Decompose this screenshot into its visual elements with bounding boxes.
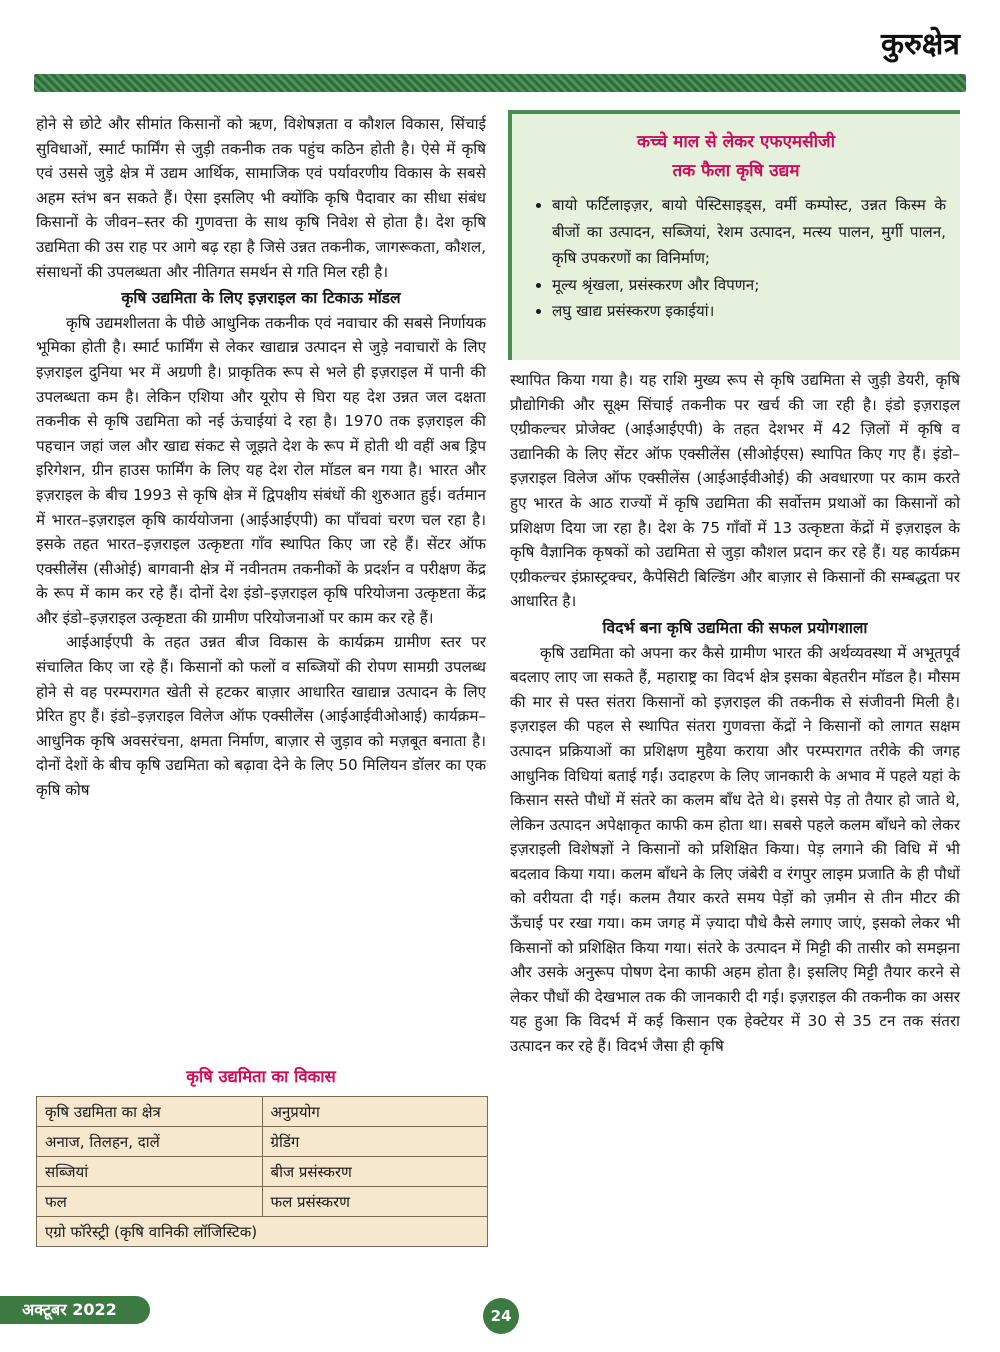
highlight-box-title (512, 128, 960, 186)
table-cell: फल (37, 1187, 263, 1217)
table-row (37, 1217, 488, 1247)
table-cell: कृषि उद्यमिता का क्षेत्र (37, 1097, 263, 1127)
table-cell: अनाज, तिलहन, दालें (37, 1127, 263, 1157)
table-cell: एग्रो फॉरेस्ट्री (कृषि वानिकी लॉजिस्टिक) (37, 1217, 488, 1247)
section-heading-israel-model: कृषि उद्यमिता के लिए इज़राइल का टिकाऊ मॉडल (121, 289, 401, 308)
left-column (36, 112, 486, 803)
agri-entrepreneurship-table (36, 1096, 488, 1247)
table-cell: बीज प्रसंस्करण (262, 1157, 488, 1187)
highlight-box-title-line-2: तक फैला कृषि उद्यम (672, 161, 800, 181)
table-row (37, 1127, 488, 1157)
table-row (37, 1097, 488, 1127)
issue-date: अक्टूबर 2022 (0, 1296, 150, 1324)
table-title: कृषि उद्यमिता का विकास (186, 1067, 336, 1086)
right-column (510, 368, 960, 1059)
table-row (37, 1157, 488, 1187)
table-cell: अनुप्रयोग (262, 1097, 488, 1127)
table-cell: सब्जियां (37, 1157, 263, 1187)
header-band (34, 74, 966, 92)
highlight-box-item: • मूल्य श्रृंखला, प्रसंस्करण और विपणन; (552, 272, 946, 299)
page-number: 24 (483, 1298, 519, 1334)
magazine-masthead: कुरुक्षेत्र (880, 27, 960, 62)
highlight-box (508, 110, 960, 360)
highlight-box-list (512, 192, 960, 325)
table-cell: फल प्रसंस्करण (262, 1187, 488, 1217)
section-heading-vidarbha: विदर्भ बना कृषि उद्यमिता की सफल प्रयोगशाला (602, 618, 868, 637)
right-paragraph-1: स्थापित किया गया है। यह राशि मुख्य रूप से कृषि उद्यमिता से जुड़ी डेयरी, कृषि प्रौद्योगिकी और सूक्ष्म सिंचाई तकनीक पर खर्च की जा रही है। इंडो इज़राइल एग्रीकल्चर प्रोजेक्ट (आईआईएपी) के तहत देशभर में 42 ज़िलों में कृषि व उद्यानिकी के लिए सेंटर ऑफ एक्सीलेंस (सीओईएस) स्थापित किए गए हैं। इंडो–इज़राइल विलेज ऑफ एक्सीलेंस (आईआईवीओई) की अवधारणा पर काम करते हुए भारत के आठ राज्यों में कृषि उद्यमिता की सर्वोत्तम प्रथाओं का किसानों को प्रशिक्षण दिया जा रहा है। देश के 75 गाँवों में 13 उत्कृष्टता केंद्रों में इज़राइल के कृषि वैज्ञानिक कृषकों को उद्यमिता से जुड़ा कौशल प्रदान कर रहे हैं। यह कार्यक्रम एग्रीकल्चर इंफ्रास्ट्रक्चर, कैपेसिटी बिल्डिंग और बाज़ार से किसानों की सम्बद्धता पर आधारित है। (510, 371, 960, 611)
right-paragraph-2: कृषि उद्यमिता को अपना कर कैसे ग्रामीण भारत की अर्थव्यवस्था में अभूतपूर्व बदलाए लाए जा सकते हैं, महाराष्ट्र का विदर्भ क्षेत्र इसका बेहतरीन मॉडल है। मौसम की मार से पस्त संतरा किसानों को इज़राइल की तकनीक से संजीवनी मिली है। इज़राइल की पहल से स्थापित संतरा गुणवत्ता केंद्रों ने किसानों को लागत सक्षम उत्पादन प्रक्रियाओं का प्रशिक्षण मुहैया कराया और परम्परागत तरीके की जगह आधुनिक विधियां बताई गईं। उदाहरण के लिए जानकारी के अभाव में पहले यहां के किसान सस्ते पौधों में संतरे का कलम बाँध देते थे। इससे पेड़ तो तैयार हो जाते थे, लेकिन उत्पादन अपेक्षाकृत काफी कम होता था। सबसे पहले कलम बाँधने को लेकर इज़राइली विशेषज्ञों ने किसानों को प्रशिक्षित किया। पेड़ लगाने की विधि में भी बदलाव किया गया। कलम बाँधने के लिए जंबेरी व रंगपुर लाइम प्रजाति के ही पौधों को वरीयता दी गई। कलम तैयार करते समय पेड़ों को ज़मीन से तीन मीटर की ऊँचाई पर रखा गया। कम जगह में ज़्यादा पौधे कैसे लगाए जाएं, इसको लेकर भी किसानों को प्रशिक्षित किया गया। संतरे के उत्पादन में मिट्टी की तासीर को समझना और उसके अनुरूप पोषण देना काफी अहम होता है। इसलिए मिट्टी तैयार करने से लेकर पौधों की देखभाल तक की जानकारी दी गई। इज़राइल की तकनीक का असर यह हुआ कि विदर्भ में कई किसान एक हेक्टेयर में 30 से 35 टन तक संतरा उत्पादन कर रहे हैं। विदर्भ जैसा ही कृषि (510, 643, 960, 1056)
highlight-box-title-line-1: कच्चे माल से लेकर एफएमसीजी (636, 132, 836, 152)
table-cell: ग्रेडिंग (262, 1127, 488, 1157)
highlight-box-item: • बायो फर्टिलाइज़र, बायो पेस्टिसाइड्स, वर्मी कम्पोस्ट, उन्नत किस्म के बीजों का उत्पादन, सब्जियां, रेशम उत्पादन, मत्स्य पालन, मुर्गी पालन, कृषि उपकरणों का विनिर्माण; (552, 192, 946, 272)
left-paragraph-2: कृषि उद्यमशीलता के पीछे आधुनिक तकनीक एवं नवाचार की सबसे निर्णायक भूमिका होती है। स्मार्ट फार्मिंग से लेकर खाद्यान्न उत्पादन से जुड़े नवाचारों के लिए इज़राइल दुनिया भर में अग्रणी है। प्राकृतिक रूप से भले ही इज़राइल में पानी की उपलब्धता कम है। लेकिन एशिया और यूरोप से घिरा यह देश उन्नत जल दक्षता तकनीक से कृषि उद्यमिता को नई ऊंचाईयां दे रहा है। 1970 तक इज़राइल की पहचान जहां जल और खाद्य संकट से जूझते देश के रूप में होती थी वहीं अब ड्रिप इरिगेशन, ग्रीन हाउस फार्मिंग के लिए यह देश रोल मॉडल बन गया है। भारत और इज़राइल के बीच 1993 से कृषि क्षेत्र में द्विपक्षीय संबंधों की शुरुआत हुई। वर्तमान में भारत–इज़राइल कृषि कार्ययोजना (आईआईएपी) का पाँचवां चरण चल रहा है। इसके तहत भारत–इज़राइल उत्कृष्टता गाँव स्थापित किए जा रहे हैं। सेंटर ऑफ एक्सीलेंस (सीओई) बागवानी क्षेत्र में नवीनतम तकनीकों के प्रदर्शन व परीक्षण केंद्र के रूप में काम कर रहे हैं। दोनों देश इंडो–इज़राइल कृषि परियोजना उत्कृष्टता केंद्र और इंडो–इज़राइल उत्कृष्टता की ग्रामीण परियोजनाओं पर काम कर रहे हैं। (36, 313, 486, 627)
left-paragraph-3: आईआईएपी के तहत उन्नत बीज विकास के कार्यक्रम ग्रामीण स्तर पर संचालित किए जा रहे हैं। किसानों को फलों व सब्जियों की रोपण सामग्री उपलब्ध होने से वह परम्परागत खेती से हटकर बाज़ार आधारित खाद्यान्न उत्पादन के लिए प्रेरित हुए हैं। इंडो–इज़राइल विलेज ऑफ एक्सीलेंस (आईआईवीओआई) कार्यक्रम–आधुनिक कृषि अवसरंचना, क्षमता निर्माण, बाज़ार से जुड़ाव को मज़बूत बनाता है। दोनों देशों के बीच कृषि उद्यमिता को बढ़ावा देने के लिए 50 मिलियन डॉलर का एक कृषि कोष (36, 633, 486, 800)
table-row (37, 1187, 488, 1217)
highlight-box-item: • लघु खाद्य प्रसंस्करण इकाईयां। (552, 298, 946, 325)
left-paragraph-1: होने से छोटे और सीमांत किसानों को ऋण, विशेषज्ञता व कौशल विकास, सिंचाई सुविधाओं, स्मार्ट फार्मिंग से जुड़ी तकनीक तक पहुंच कठिन होती है। ऐसे में कृषि एवं उससे जुड़े क्षेत्र में उद्यम आर्थिक, सामाजिक एवं पर्यावरणीय विकास के सबसे अहम स्तंभ बन सकते हैं। ऐसा इसलिए भी क्योंकि कृषि पैदावार का सीधा संबंध किसानों के जीवन–स्तर की गुणवत्ता के साथ कृषि निवेश से होता है। देश कृषि उद्यमिता की उस राह पर आगे बढ़ रहा है जिसे उन्नत तकनीक, जागरूकता, कौशल, संसाधनों की उपलब्धता और नीतिगत समर्थन से गति मिल रही है। (36, 115, 486, 281)
